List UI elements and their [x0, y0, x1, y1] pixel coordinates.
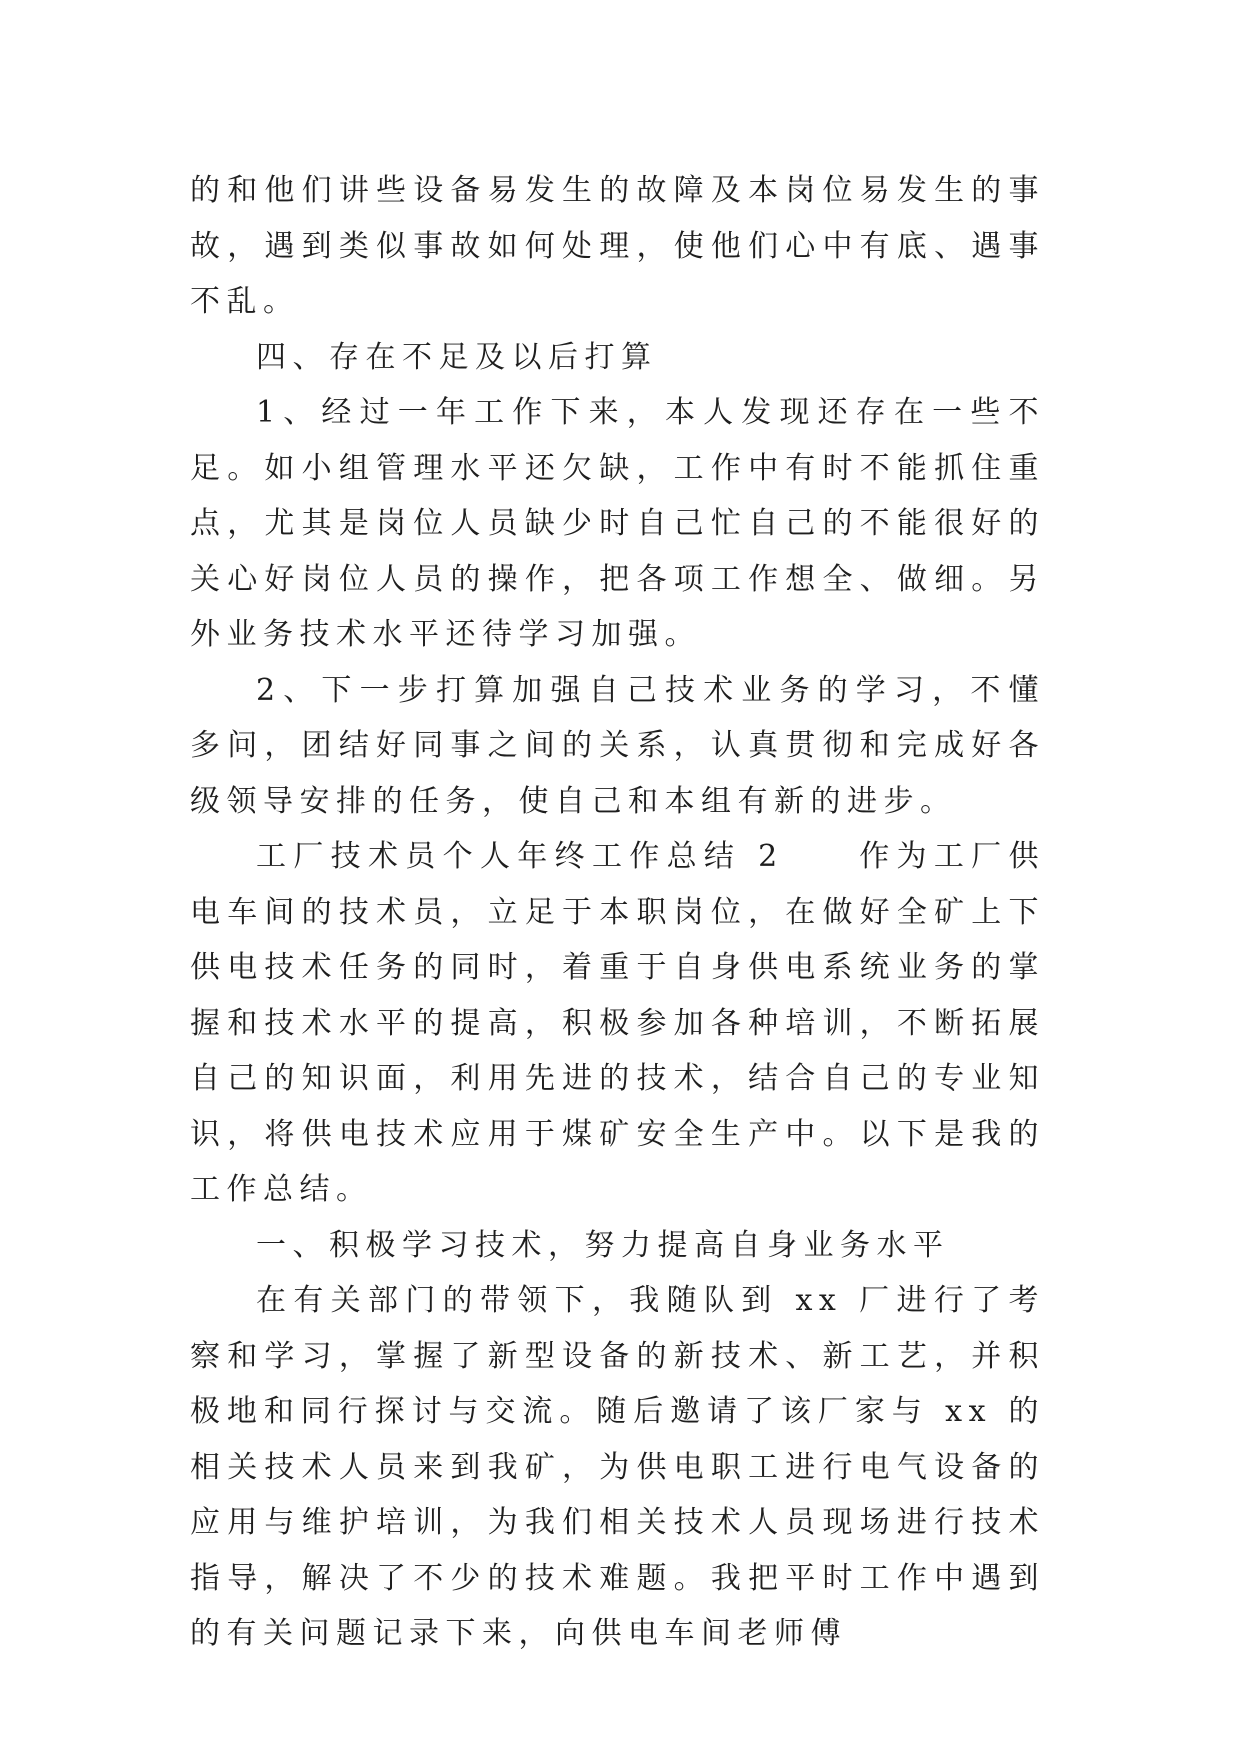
paragraph-shortcoming-1: 1、经过一年工作下来，本人发现还存在一些不足。如小组管理水平还欠缺，工作中有时不能抓住重点，尤其是岗位人员缺少时自己忙自己的不能很好的关心好岗位人员的操作，把各项工作想全、做细。另外业务技术水平还待学习加强。 — [190, 395, 1045, 652]
paragraph-study-details: 在有关部门的带领下，我随队到 xx 厂进行了考察和学习，掌握了新型设备的新技术、新工艺，并积极地和同行探讨与交流。随后邀请了该厂家与 xx 的相关技术人员来到我矿，为供电职工进行电气设备的应用与维护培训，为我们相关技术人员现场进行技术指导，解决了不少的技术难题。我把平时工作中遇到的有关问题记录下来，向供电车间老师傅 — [190, 1283, 1045, 1651]
document-body — [190, 163, 1045, 1662]
paragraph-plan-2: 2、下一步打算加强自己技术业务的学习，不懂多问，团结好同事之间的关系，认真贯彻和完成好各级领导安排的任务，使自己和本组有新的进步。 — [190, 672, 1045, 819]
paragraph-summary-2-intro: 工厂技术员个人年终工作总结 2 作为工厂供电车间的技术员，立足于本职岗位，在做好全矿上下供电技术任务的同时，着重于自身供电系统业务的掌握和技术水平的提高，积极参加各种培训，不断拓展自己的知识面，利用先进的技术，结合自己的专业知识，将供电技术应用于煤矿安全生产中。以下是我的工作总结。 — [190, 839, 1045, 1207]
section-heading-shortcomings: 四、存在不足及以后打算 — [256, 339, 658, 375]
section-heading-study: 一、积极学习技术，努力提高自身业务水平 — [256, 1227, 950, 1263]
paragraph-continuation: 的和他们讲些设备易发生的故障及本岗位易发生的事故，遇到类似事故如何处理，使他们心中有底、遇事不乱。 — [190, 173, 1045, 319]
